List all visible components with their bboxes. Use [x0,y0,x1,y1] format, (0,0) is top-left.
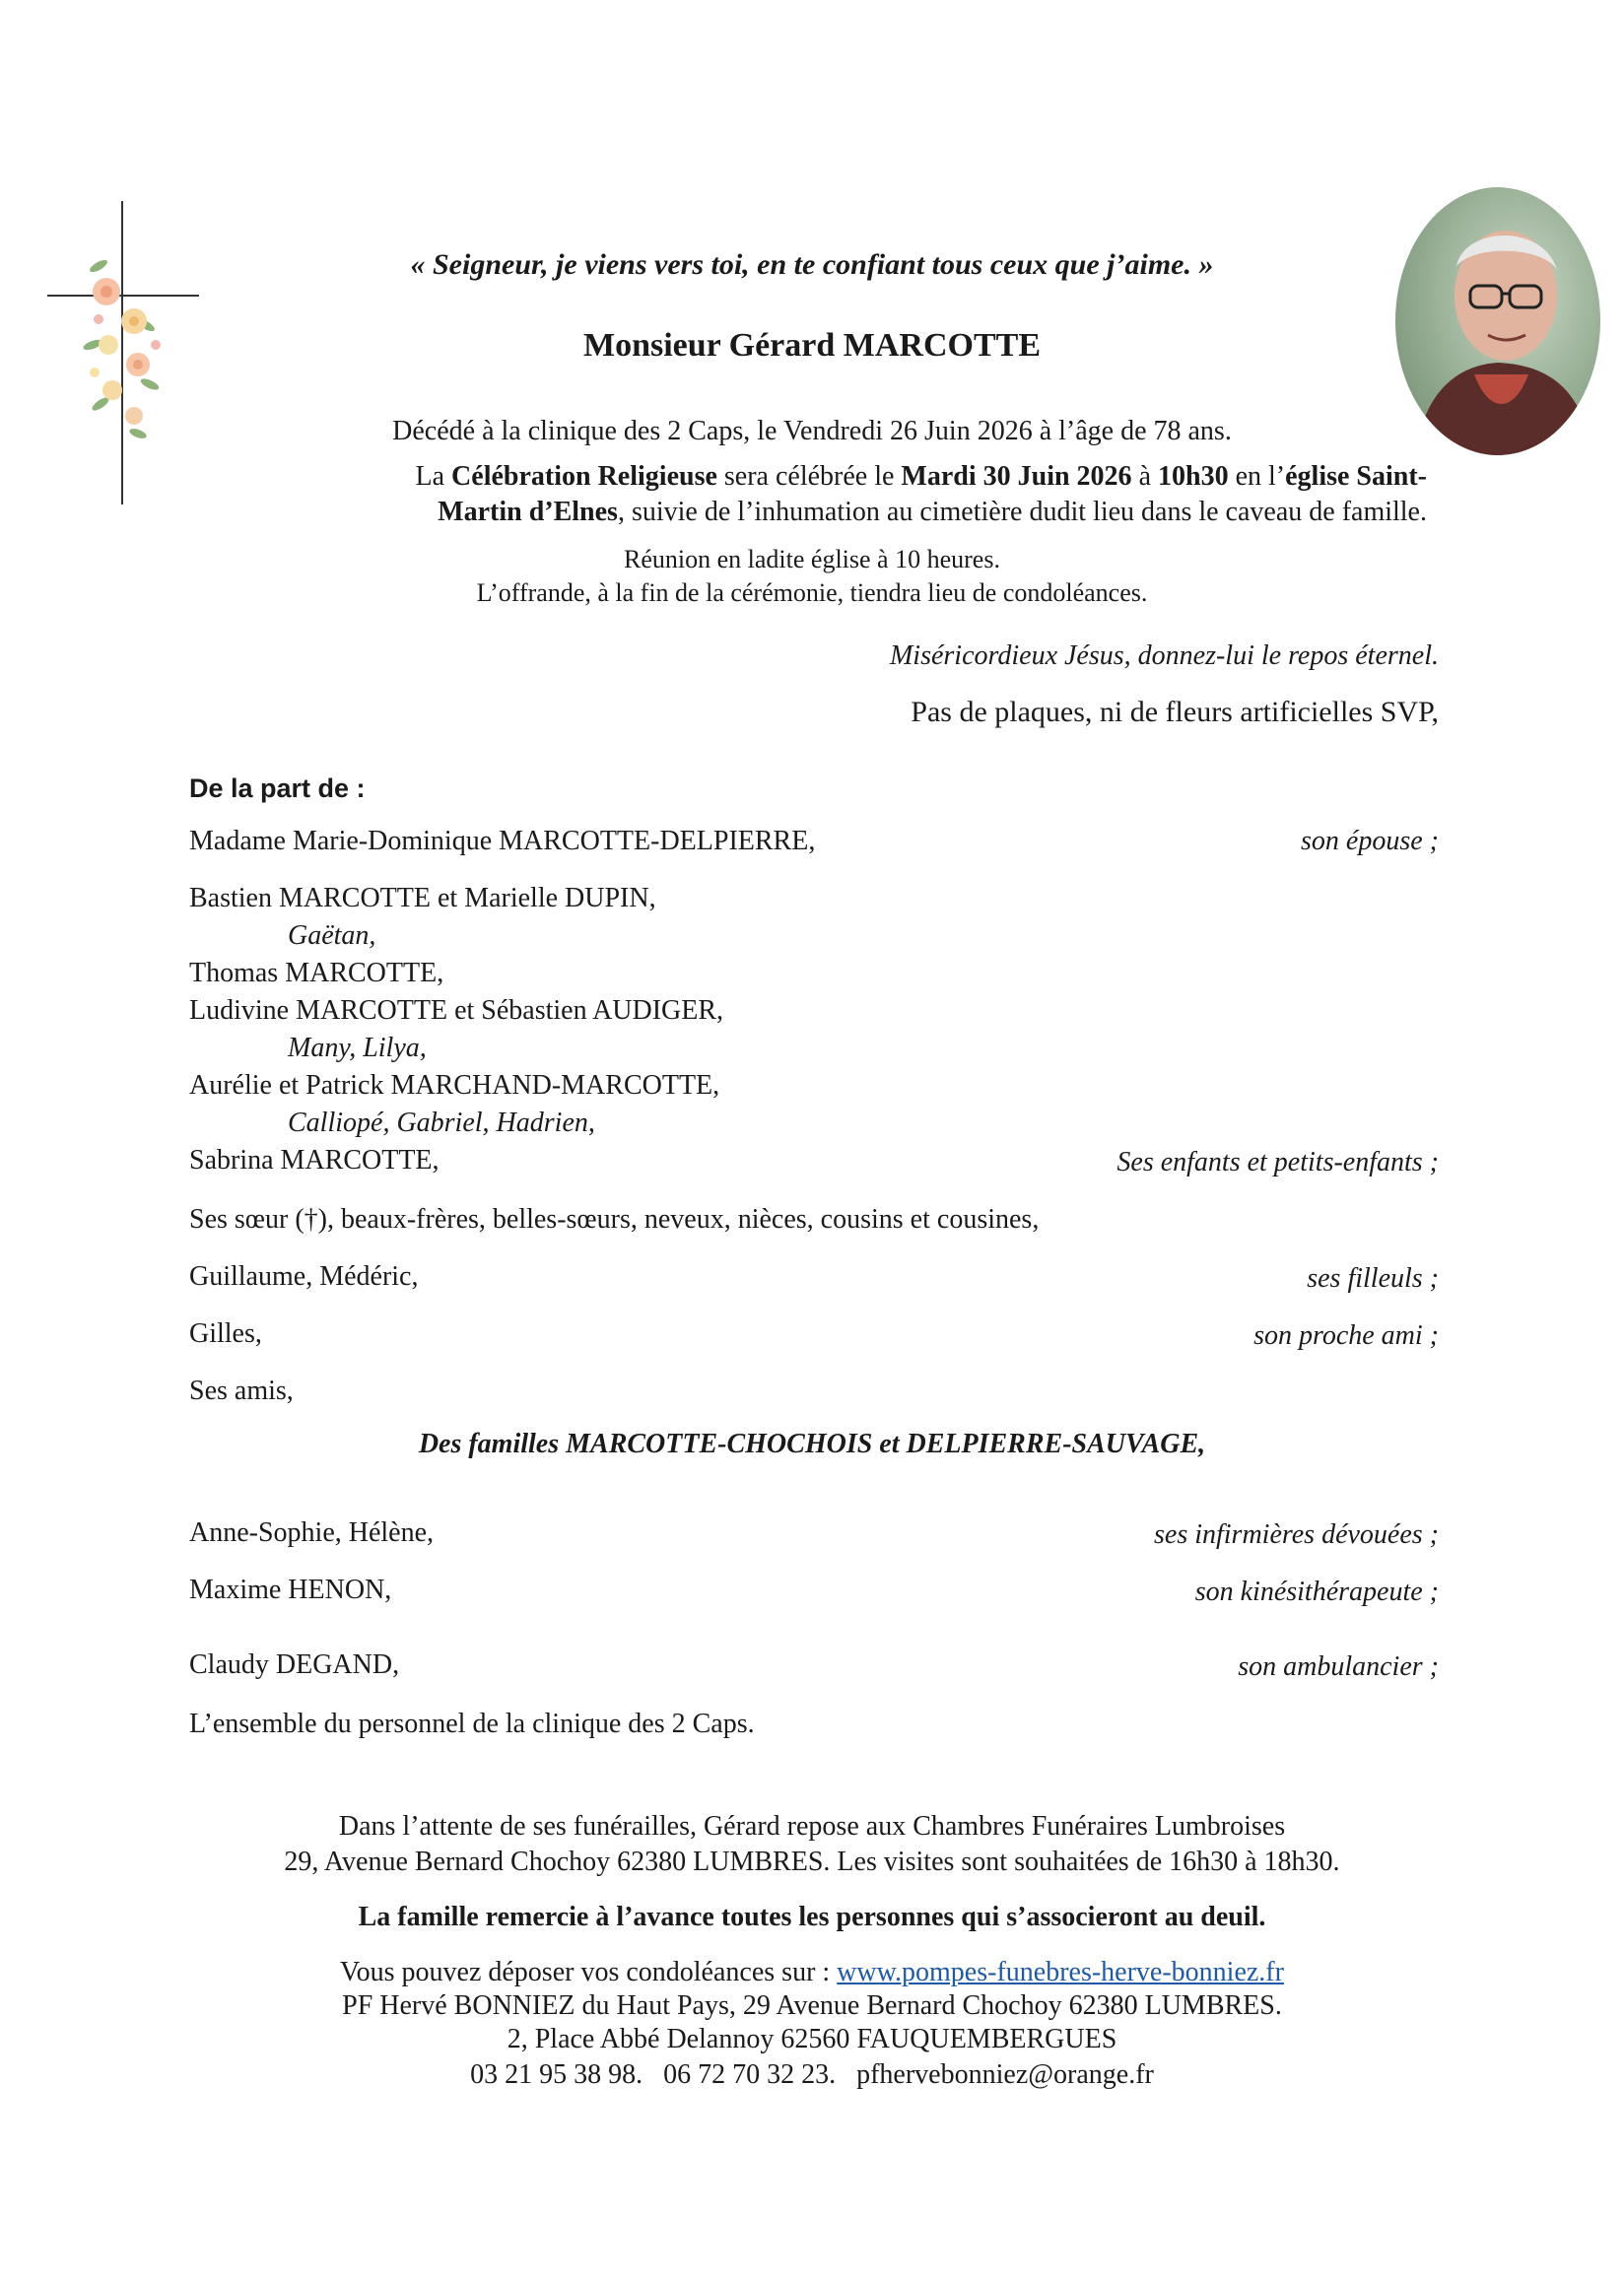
spouse-role: son épouse ; [1301,826,1439,856]
rest-line-1: Dans l’attente de ses funérailles, Gérard repose aux Chambres Funéraires Lumbroises [338,1811,1286,1842]
reunion-line: Réunion en ladite église à 10 heures. [624,545,1000,573]
child-name: Ludivine MARCOTTE et Sébastien AUDIGER, [189,995,724,1026]
ceremony-paragraph [197,459,1427,530]
children-role: Ses enfants et petits-enfants ; [1116,1147,1439,1177]
physio-role: son kinésithérapeute ; [1194,1577,1439,1607]
nurses-names: Anne-Sophie, Hélène, [189,1517,435,1548]
condolences-label: Vous pouvez déposer vos condoléances sur : [340,1957,838,1987]
child-name: Thomas MARCOTTE, [189,958,444,988]
grandchild-names: Many, Lilya, [288,1033,427,1063]
godchildren-names: Guillaume, Médéric, [189,1261,419,1292]
families-line: Des familles MARCOTTE-CHOCHOIS et DELPIERRE-SAUVAGE, [418,1429,1206,1459]
friend-name: Gilles, [189,1318,262,1349]
rest-line-2: 29, Avenue Bernard Chochoy 62380 LUMBRES. Les visites sont souhaitées de 16h30 à 18h30. [284,1847,1340,1877]
child-name: Aurélie et Patrick MARCHAND-MARCOTTE, [189,1070,720,1101]
grandchild-names: Calliopé, Gabriel, Hadrien, [288,1108,595,1138]
prayer-quote: « Seigneur, je viens vers toi, en te confiant tous ceux que j’aime. » [410,248,1214,281]
contact-line: 03 21 95 38 98. 06 72 70 32 23. pfhervebonniez@orange.fr [470,2059,1154,2090]
no-flowers-line: Pas de plaques, ni de fleurs artificielles SVP, [911,696,1439,728]
condolences-link[interactable]: www.pompes-funebres-herve-bonniez.fr [837,1957,1284,1987]
child-name: Bastien MARCOTTE et Marielle DUPIN, [189,883,656,913]
thanks-line: La famille remercie à l’avance toutes les personnes qui s’associeront au deuil. [358,1902,1266,1932]
offrande-line: L’offrande, à la fin de la cérémonie, tiendra lieu de condoléances. [476,578,1148,607]
prayer-line: Miséricordieux Jésus, donnez-lui le repos éternel. [889,640,1439,671]
ceremony-time: 10h30 [1158,461,1229,492]
ambulance-name: Claudy DEGAND, [189,1649,400,1680]
ceremony-date: Mardi 30 Juin 2026 [901,461,1132,492]
physio-name: Maxime HENON, [189,1575,392,1605]
death-notice: Décédé à la clinique des 2 Caps, le Vendredi 26 Juin 2026 à l’âge de 78 ans. [392,416,1232,446]
funeral-home-line: PF Hervé BONNIEZ du Haut Pays, 29 Avenue Bernard Chochoy 62380 LUMBRES. [342,1990,1282,2021]
ceremony-text: , suivie de l’inhumation au cimetière dudit lieu dans le caveau de famille. [617,497,1427,527]
ambulance-role: son ambulancier ; [1238,1651,1439,1682]
condolences-line [0,1955,1624,1990]
family-heading: De la part de : [189,773,366,803]
deceased-name: Monsieur Gérard MARCOTTE [582,327,1041,364]
friend-role: son proche ami ; [1253,1320,1439,1351]
ceremony-text: à [1131,461,1158,492]
staff-line: L’ensemble du personnel de la clinique des 2 Caps. [189,1709,755,1739]
funeral-home-address: 2, Place Abbé Delannoy 62560 FAUQUEMBERGUES [507,2024,1117,2054]
friends-line: Ses amis, [189,1376,294,1406]
ceremony-place: Martin d’Elnes [438,497,618,527]
ceremony-text: sera célébrée le [716,461,902,492]
child-name: Sabrina MARCOTTE, [189,1145,440,1176]
spouse-name: Madame Marie-Dominique MARCOTTE-DELPIERRE, [189,826,816,856]
godchildren-role: ses filleuls ; [1307,1263,1439,1294]
siblings-line: Ses sœur (†), beaux-frères, belles-sœurs, neveux, nièces, cousins et cousines, [189,1204,1040,1235]
ceremony-text: La [415,461,452,492]
ceremony-text: en l’ [1228,461,1286,492]
ceremony-place: église Saint- [1285,461,1427,492]
grandchild-names: Gaëtan, [288,920,376,951]
nurses-role: ses infirmières dévouées ; [1154,1519,1439,1550]
ceremony-type: Célébration Religieuse [451,461,717,492]
